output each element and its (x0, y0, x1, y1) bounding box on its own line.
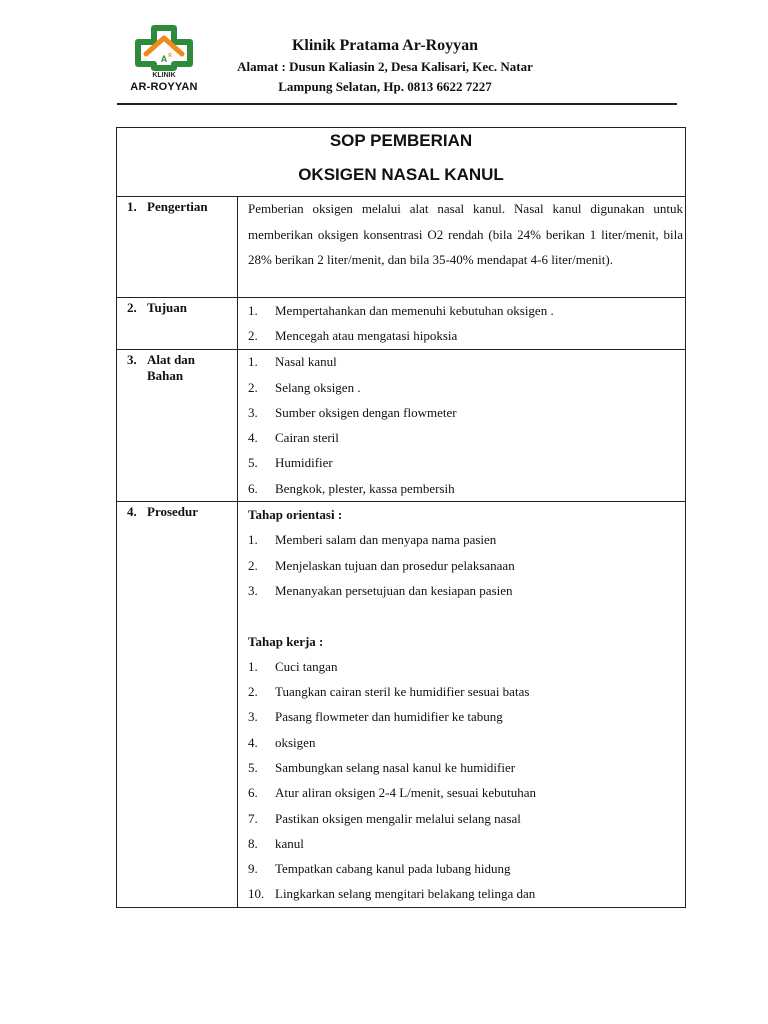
label-cell (117, 298, 238, 350)
sop-title-line2: OKSIGEN NASAL KANUL (298, 165, 504, 184)
section-number: 2. (127, 300, 137, 315)
content-cell (238, 197, 686, 298)
label-cell (117, 197, 238, 298)
list-item: 3. Sumber oksigen dengan flowmeter (248, 404, 457, 420)
clinic-address-line1: Alamat : Dusun Kaliasin 2, Desa Kalisari, Kec. Natar (237, 59, 533, 74)
list-item: 9. Tempatkan cabang kanul pada lubang hidung (248, 861, 511, 877)
list-item: 10. Lingkarkan selang mengitari belakang telinga dan (248, 886, 536, 902)
list-item: 8. kanul (248, 835, 304, 851)
sop-title (117, 128, 686, 197)
list-item: 2. Tuangkan cairan steril ke humidifier sesuai batas (248, 684, 530, 700)
section-label: Alat dan (147, 351, 196, 367)
svg-text:R: R (168, 53, 172, 59)
list-item: 2. Menjelaskan tujuan dan prosedur pelaksanaan (248, 557, 515, 573)
subheading-orientasi: Tahap orientasi : (248, 507, 343, 523)
list-item: 1. Cuci tangan (248, 658, 338, 674)
section-number: 1. (127, 199, 137, 214)
clinic-name: Klinik Pratama Ar-Royyan (291, 37, 479, 54)
sop-title-line1: SOP PEMBERIAN (329, 131, 473, 150)
list-item: 2. Selang oksigen . (248, 379, 361, 395)
section-label: Tujuan (147, 300, 187, 315)
spacer (248, 604, 685, 629)
list-item: 4. oksigen (248, 734, 316, 750)
row-alat-bahan (117, 349, 686, 502)
list-item: 7. Pastikan oksigen mengalir melalui selang nasal (248, 810, 521, 826)
content-cell (238, 349, 686, 502)
list-item: 5. Humidifier (248, 455, 333, 471)
title-row (117, 128, 686, 197)
list-item: 5. Sambungkan selang nasal kanul ke humidifier (248, 759, 516, 775)
clinic-address-line2: Lampung Selatan, Hp. 0813 6622 7227 (278, 79, 492, 94)
list-item: 2. Mencegah atau mengatasi hipoksia (248, 327, 458, 343)
section-number: 4. (127, 504, 137, 520)
row-pengertian (117, 197, 686, 298)
pengertian-text: Pemberian oksigen melalui alat nasal kanul. Nasal kanul digunakan untuk memberikan oksigen konsentrasi O2 rendah (bila 24% berikan 1 liter/menit, bila 28% berikan 2 liter/menit, dan bila 35-40% mendapat 4-6 liter/menit). (248, 201, 683, 267)
section-label: Prosedur (147, 504, 199, 520)
list-item: 6. Atur aliran oksigen 2-4 L/menit, sesuai kebutuhan (248, 785, 537, 801)
svg-text:A: A (160, 54, 168, 64)
row-tujuan (117, 298, 686, 350)
list-item: 4. Cairan steril (248, 430, 339, 446)
section-label-cont: Bahan (147, 367, 184, 383)
section-number: 3. (127, 351, 137, 367)
subheading-kerja: Tahap kerja : (248, 633, 324, 649)
content-cell (238, 298, 686, 350)
sop-table (116, 127, 686, 908)
logo-text-ar-royyan: AR-ROYYAN (130, 81, 198, 93)
section-label: Pengertian (147, 199, 208, 214)
list-item: 1. Memberi salam dan menyapa nama pasien (248, 532, 497, 548)
list-item: 1. Mempertahankan dan memenuhi kebutuhan oksigen . (248, 302, 554, 318)
label-cell (117, 502, 238, 908)
list-item: 1. Nasal kanul (248, 354, 337, 370)
logo-text-klinik: KLINIK (152, 72, 176, 79)
list-item: 3. Menanyakan persetujuan dan kesiapan pasien (248, 582, 513, 598)
list-item: 3. Pasang flowmeter dan humidifier ke tabung (248, 709, 503, 725)
content-cell (238, 502, 686, 908)
label-cell (117, 349, 238, 502)
row-prosedur (117, 502, 686, 908)
list-item: 6. Bengkok, plester, kassa pembersih (248, 480, 455, 496)
header-divider (117, 103, 677, 105)
